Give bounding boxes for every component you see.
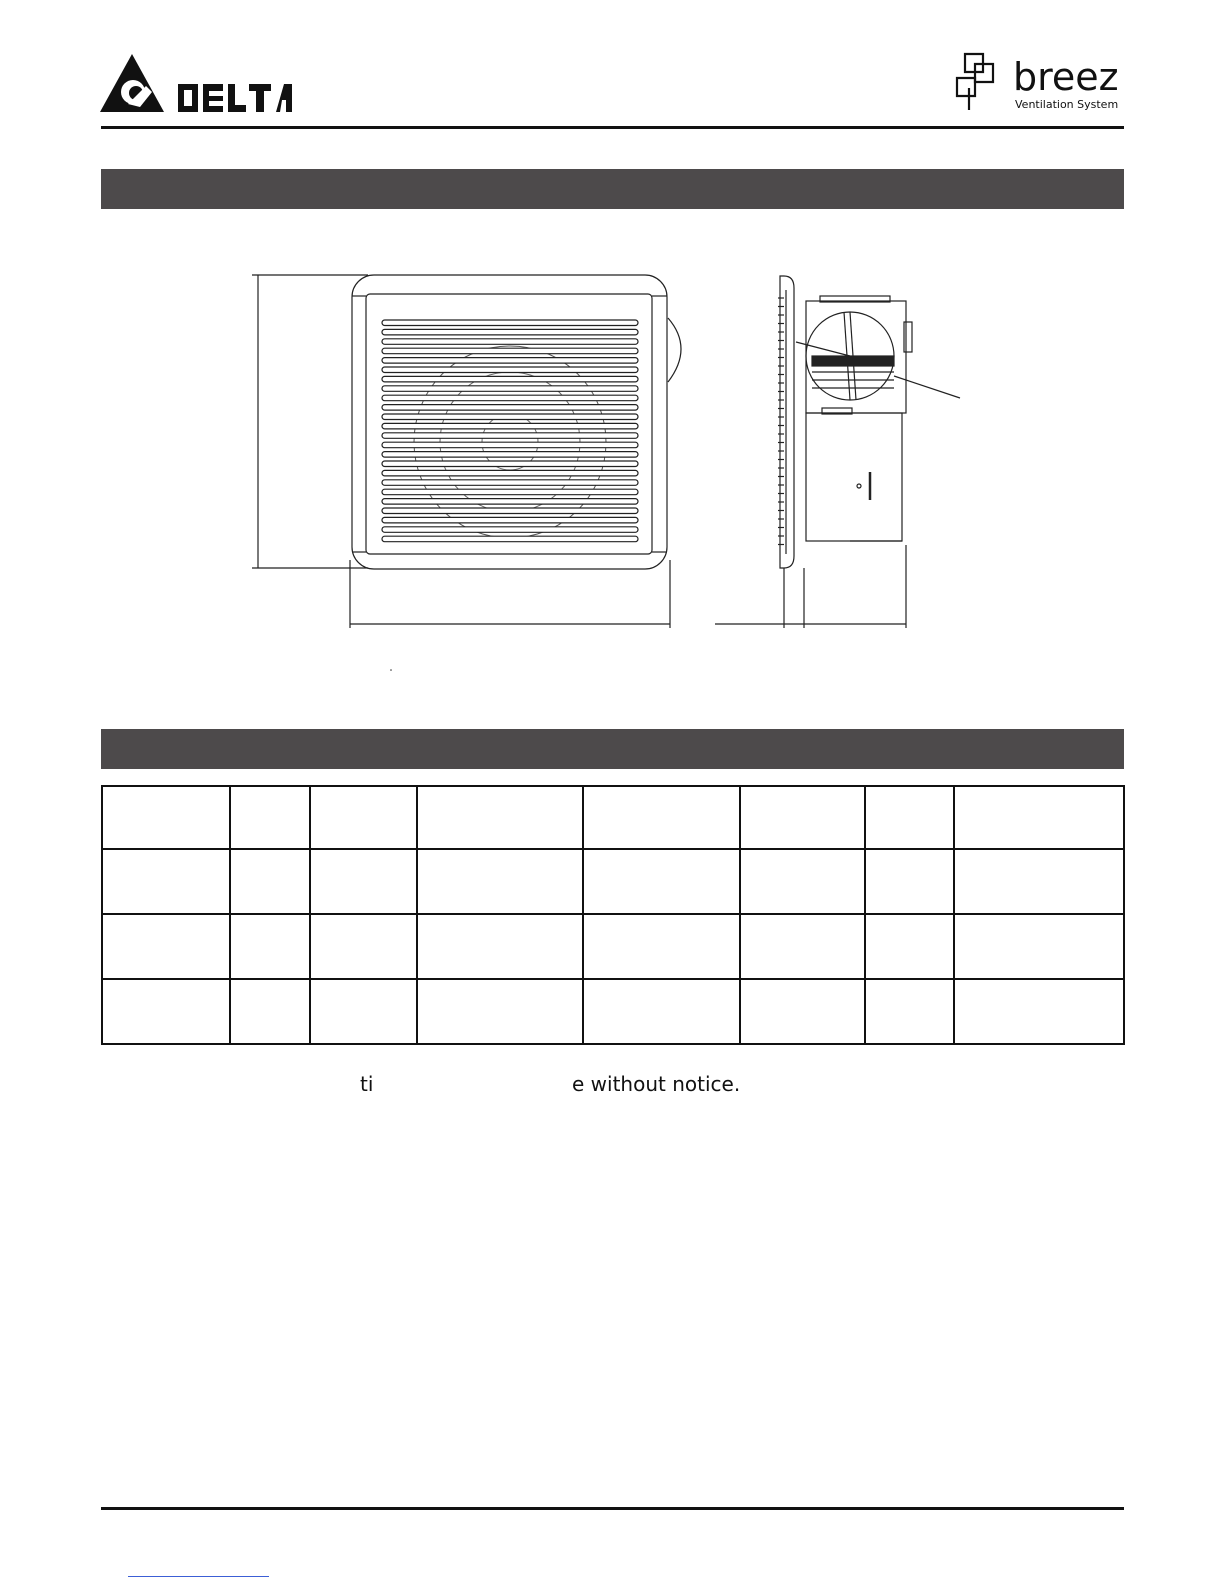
table-cell [954,786,1124,849]
table-cell [740,979,865,1044]
table-cell [583,786,740,849]
louver-slat [382,433,638,439]
table-cell [954,849,1124,914]
section-header-bar-specifications [101,729,1124,769]
delta-wordmark-text: DELTA [100,52,104,53]
louver-slat [382,395,638,401]
note-fragment-left: ti [360,1072,374,1096]
table-cell [583,849,740,914]
table-cell [230,849,310,914]
louver-slat [382,536,638,542]
louver-slat [382,461,638,467]
louver-slat [382,508,638,514]
disclaimer-note [360,1072,760,1102]
louver-slat [382,348,638,354]
note-fragment-right: e without notice. [572,1072,741,1096]
table-cell [740,786,865,849]
table-row [102,979,1124,1044]
table-cell [954,979,1124,1044]
table-cell [954,914,1124,979]
louver-slat [382,358,638,364]
table-cell [102,914,230,979]
table-cell [865,979,954,1044]
louver-slat [382,339,638,345]
louver-slat [382,367,638,373]
table-cell [740,914,865,979]
table-cell [310,979,417,1044]
specification-table [101,785,1125,1045]
table-cell [865,914,954,979]
table-cell [583,979,740,1044]
table-cell [865,786,954,849]
table-cell [417,849,583,914]
louver-slat [382,329,638,335]
table-cell [865,849,954,914]
louver-slat [382,442,638,448]
table-cell [310,849,417,914]
table-cell [230,914,310,979]
grille-louvers [382,320,638,542]
louver-slat [382,480,638,486]
louver-slat [382,470,638,476]
louver-slat [382,499,638,505]
louver-slat [382,452,638,458]
table-cell [102,786,230,849]
louver-slat [382,320,638,326]
footer-link[interactable] [128,1576,269,1577]
table-cell [310,914,417,979]
table-cell [230,786,310,849]
table-cell [230,979,310,1044]
fan-side-view [715,276,960,628]
louver-slat [382,489,638,495]
technical-drawing [0,0,1225,700]
table-cell [740,849,865,914]
breez-tagline: Ventilation System [1015,98,1119,111]
table-cell [417,979,583,1044]
table-row [102,849,1124,914]
louver-slat [382,376,638,382]
louver-slat [382,405,638,411]
louver-slat [382,423,638,429]
table-row [102,786,1124,849]
table-cell [417,786,583,849]
louver-slat [382,517,638,523]
louver-slat [382,414,638,420]
table-cell [102,979,230,1044]
louver-slat [382,527,638,533]
table-row [102,914,1124,979]
table-cell [102,849,230,914]
breez-wordmark: breez [1013,55,1119,99]
footer-rule [101,1507,1124,1510]
table-cell [310,786,417,849]
louver-slat [382,386,638,392]
table-cell [583,914,740,979]
table-cell [417,914,583,979]
